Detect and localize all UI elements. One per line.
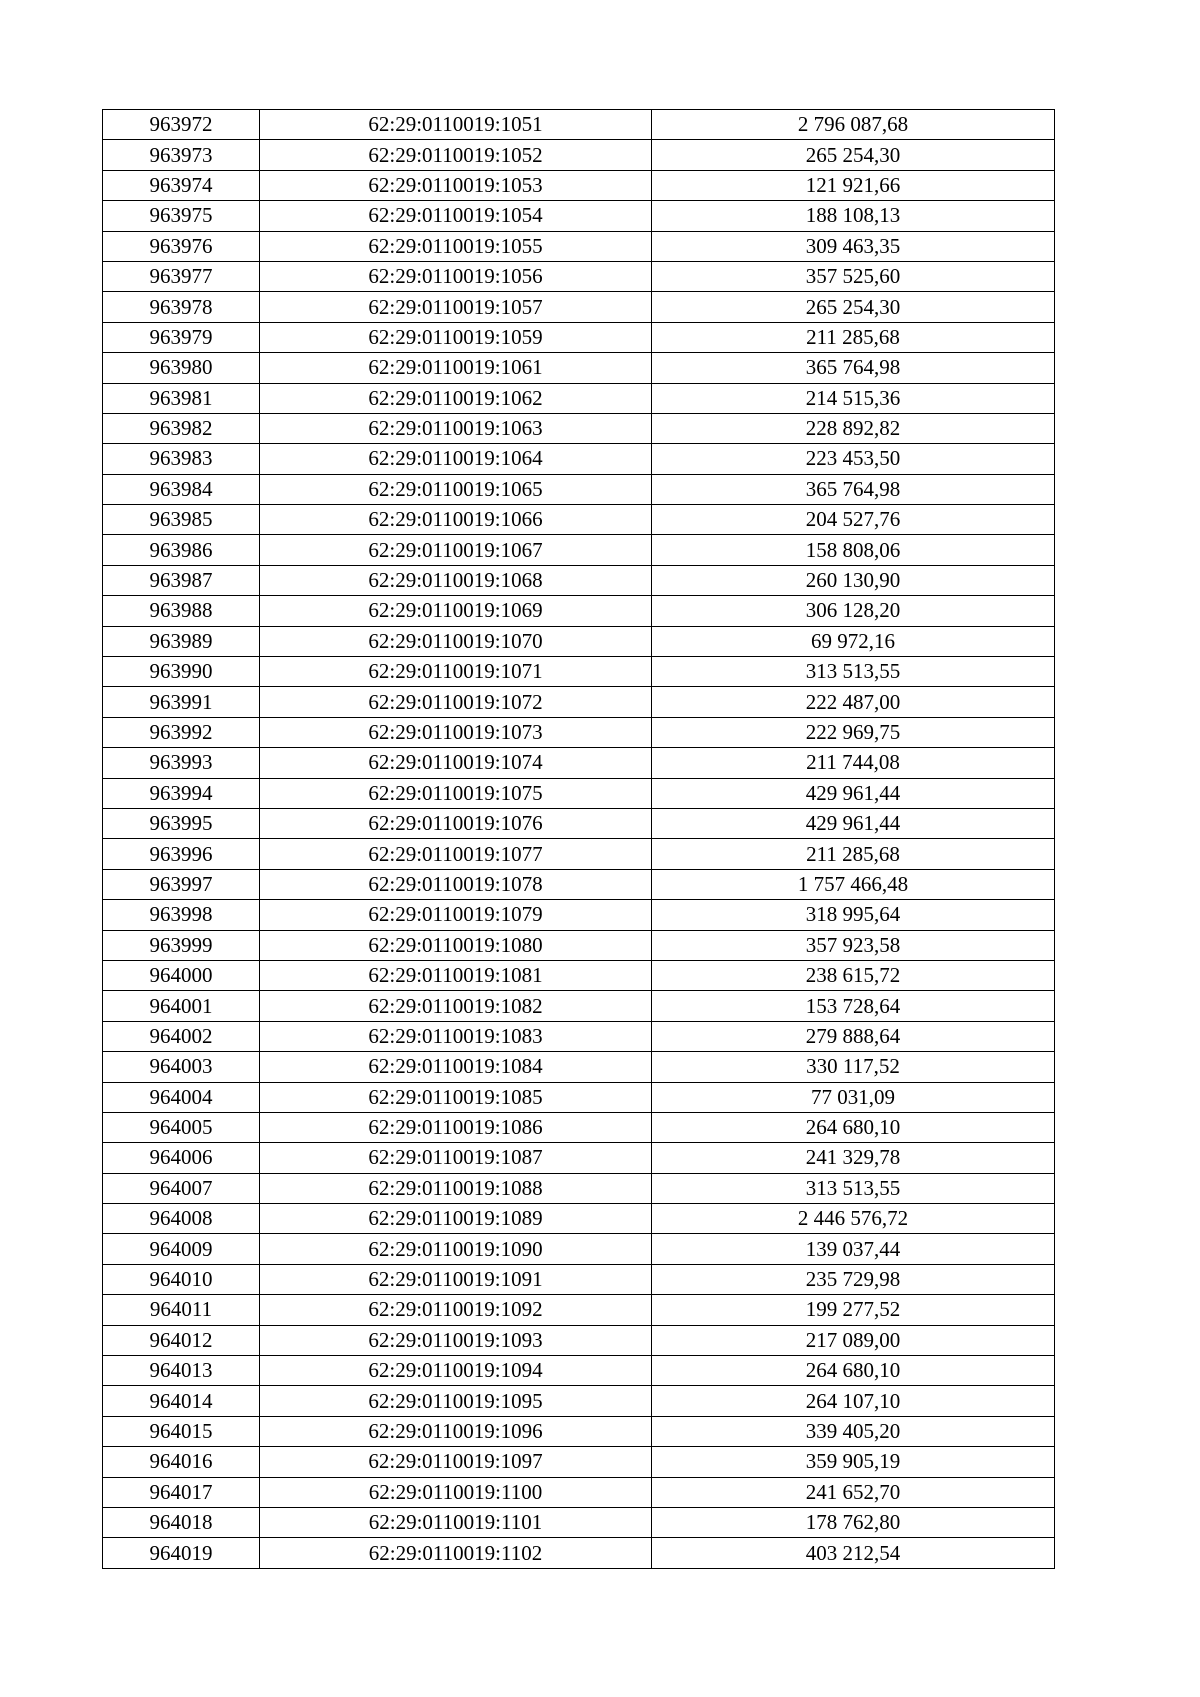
row-number-cell: 964006 bbox=[103, 1143, 260, 1173]
cadastral-value-cell: 217 089,00 bbox=[652, 1325, 1055, 1355]
row-number-cell: 963993 bbox=[103, 748, 260, 778]
row-number-cell: 964015 bbox=[103, 1416, 260, 1446]
cadastral-number-cell: 62:29:0110019:1053 bbox=[260, 170, 652, 200]
cadastral-number-cell: 62:29:0110019:1074 bbox=[260, 748, 652, 778]
table-row bbox=[103, 535, 1055, 565]
cadastral-number-cell: 62:29:0110019:1073 bbox=[260, 717, 652, 747]
cadastral-number-cell: 62:29:0110019:1064 bbox=[260, 444, 652, 474]
cadastral-number-cell: 62:29:0110019:1061 bbox=[260, 353, 652, 383]
table-row bbox=[103, 383, 1055, 413]
table-row bbox=[103, 596, 1055, 626]
cadastral-number-cell: 62:29:0110019:1075 bbox=[260, 778, 652, 808]
cadastral-value-cell: 188 108,13 bbox=[652, 201, 1055, 231]
cadastral-number-cell: 62:29:0110019:1052 bbox=[260, 140, 652, 170]
row-number-cell: 964005 bbox=[103, 1112, 260, 1142]
table-row bbox=[103, 474, 1055, 504]
cadastral-value-cell: 238 615,72 bbox=[652, 960, 1055, 990]
table-row bbox=[103, 1507, 1055, 1537]
cadastral-value-cell: 1 757 466,48 bbox=[652, 869, 1055, 899]
table-row bbox=[103, 1052, 1055, 1082]
row-number-cell: 963994 bbox=[103, 778, 260, 808]
cadastral-value-cell: 313 513,55 bbox=[652, 657, 1055, 687]
row-number-cell: 963978 bbox=[103, 292, 260, 322]
cadastral-value-cell: 228 892,82 bbox=[652, 413, 1055, 443]
table-row bbox=[103, 626, 1055, 656]
row-number-cell: 963973 bbox=[103, 140, 260, 170]
table-row bbox=[103, 505, 1055, 535]
cadastral-value-cell: 153 728,64 bbox=[652, 991, 1055, 1021]
row-number-cell: 963990 bbox=[103, 657, 260, 687]
row-number-cell: 964016 bbox=[103, 1447, 260, 1477]
table-row bbox=[103, 960, 1055, 990]
cadastral-value-cell: 330 117,52 bbox=[652, 1052, 1055, 1082]
cadastral-value-cell: 199 277,52 bbox=[652, 1295, 1055, 1325]
table-row bbox=[103, 1325, 1055, 1355]
cadastral-value-cell: 318 995,64 bbox=[652, 900, 1055, 930]
table-row bbox=[103, 717, 1055, 747]
cadastral-number-cell: 62:29:0110019:1094 bbox=[260, 1356, 652, 1386]
cadastral-value-cell: 313 513,55 bbox=[652, 1173, 1055, 1203]
cadastral-number-cell: 62:29:0110019:1057 bbox=[260, 292, 652, 322]
table-row bbox=[103, 778, 1055, 808]
table-row bbox=[103, 1416, 1055, 1446]
row-number-cell: 964017 bbox=[103, 1477, 260, 1507]
cadastral-number-cell: 62:29:0110019:1084 bbox=[260, 1052, 652, 1082]
row-number-cell: 963984 bbox=[103, 474, 260, 504]
cadastral-value-cell: 359 905,19 bbox=[652, 1447, 1055, 1477]
cadastral-value-cell: 279 888,64 bbox=[652, 1021, 1055, 1051]
row-number-cell: 963992 bbox=[103, 717, 260, 747]
table-row bbox=[103, 140, 1055, 170]
row-number-cell: 964003 bbox=[103, 1052, 260, 1082]
cadastral-number-cell: 62:29:0110019:1067 bbox=[260, 535, 652, 565]
table-row bbox=[103, 930, 1055, 960]
cadastral-number-cell: 62:29:0110019:1068 bbox=[260, 565, 652, 595]
row-number-cell: 964007 bbox=[103, 1173, 260, 1203]
row-number-cell: 963977 bbox=[103, 261, 260, 291]
table-row bbox=[103, 1477, 1055, 1507]
row-number-cell: 963974 bbox=[103, 170, 260, 200]
table-row bbox=[103, 1204, 1055, 1234]
row-number-cell: 963998 bbox=[103, 900, 260, 930]
cadastral-number-cell: 62:29:0110019:1078 bbox=[260, 869, 652, 899]
cadastral-number-cell: 62:29:0110019:1054 bbox=[260, 201, 652, 231]
row-number-cell: 964004 bbox=[103, 1082, 260, 1112]
table-row bbox=[103, 869, 1055, 899]
table-row bbox=[103, 1295, 1055, 1325]
cadastral-number-cell: 62:29:0110019:1077 bbox=[260, 839, 652, 869]
row-number-cell: 964013 bbox=[103, 1356, 260, 1386]
cadastral-value-cell: 260 130,90 bbox=[652, 565, 1055, 595]
cadastral-value-cell: 429 961,44 bbox=[652, 778, 1055, 808]
row-number-cell: 963996 bbox=[103, 839, 260, 869]
cadastral-value-cell: 235 729,98 bbox=[652, 1264, 1055, 1294]
table-body bbox=[103, 110, 1055, 1569]
table-row bbox=[103, 201, 1055, 231]
table-row bbox=[103, 565, 1055, 595]
table-row bbox=[103, 687, 1055, 717]
row-number-cell: 964009 bbox=[103, 1234, 260, 1264]
row-number-cell: 964010 bbox=[103, 1264, 260, 1294]
cadastral-value-cell: 241 652,70 bbox=[652, 1477, 1055, 1507]
cadastral-number-cell: 62:29:0110019:1083 bbox=[260, 1021, 652, 1051]
cadastral-value-cell: 2 796 087,68 bbox=[652, 110, 1055, 140]
table-row bbox=[103, 444, 1055, 474]
cadastral-number-cell: 62:29:0110019:1095 bbox=[260, 1386, 652, 1416]
cadastral-value-cell: 403 212,54 bbox=[652, 1538, 1055, 1568]
cadastral-number-cell: 62:29:0110019:1066 bbox=[260, 505, 652, 535]
cadastral-number-cell: 62:29:0110019:1055 bbox=[260, 231, 652, 261]
cadastral-number-cell: 62:29:0110019:1097 bbox=[260, 1447, 652, 1477]
cadastral-number-cell: 62:29:0110019:1072 bbox=[260, 687, 652, 717]
table-row bbox=[103, 657, 1055, 687]
row-number-cell: 963982 bbox=[103, 413, 260, 443]
row-number-cell: 963972 bbox=[103, 110, 260, 140]
cadastral-value-cell: 158 808,06 bbox=[652, 535, 1055, 565]
cadastral-value-cell: 69 972,16 bbox=[652, 626, 1055, 656]
table-row bbox=[103, 991, 1055, 1021]
table-row bbox=[103, 1173, 1055, 1203]
table-row bbox=[103, 1234, 1055, 1264]
cadastral-value-cell: 178 762,80 bbox=[652, 1507, 1055, 1537]
row-number-cell: 964019 bbox=[103, 1538, 260, 1568]
table-row bbox=[103, 748, 1055, 778]
row-number-cell: 963988 bbox=[103, 596, 260, 626]
table-row bbox=[103, 839, 1055, 869]
cadastral-value-cell: 211 744,08 bbox=[652, 748, 1055, 778]
cadastral-value-cell: 357 525,60 bbox=[652, 261, 1055, 291]
cadastral-value-cell: 214 515,36 bbox=[652, 383, 1055, 413]
cadastral-number-cell: 62:29:0110019:1065 bbox=[260, 474, 652, 504]
cadastral-number-cell: 62:29:0110019:1051 bbox=[260, 110, 652, 140]
table-row bbox=[103, 353, 1055, 383]
row-number-cell: 963997 bbox=[103, 869, 260, 899]
table-row bbox=[103, 1538, 1055, 1568]
cadastral-value-cell: 264 680,10 bbox=[652, 1112, 1055, 1142]
cadastral-number-cell: 62:29:0110019:1089 bbox=[260, 1204, 652, 1234]
cadastral-number-cell: 62:29:0110019:1059 bbox=[260, 322, 652, 352]
table-row bbox=[103, 900, 1055, 930]
cadastral-value-cell: 306 128,20 bbox=[652, 596, 1055, 626]
row-number-cell: 964012 bbox=[103, 1325, 260, 1355]
table-row bbox=[103, 808, 1055, 838]
cadastral-number-cell: 62:29:0110019:1100 bbox=[260, 1477, 652, 1507]
cadastral-value-cell: 365 764,98 bbox=[652, 353, 1055, 383]
cadastral-value-cell: 309 463,35 bbox=[652, 231, 1055, 261]
row-number-cell: 964001 bbox=[103, 991, 260, 1021]
cadastral-number-cell: 62:29:0110019:1101 bbox=[260, 1507, 652, 1537]
row-number-cell: 963986 bbox=[103, 535, 260, 565]
cadastral-value-cell: 222 487,00 bbox=[652, 687, 1055, 717]
cadastral-value-cell: 241 329,78 bbox=[652, 1143, 1055, 1173]
cadastral-number-cell: 62:29:0110019:1056 bbox=[260, 261, 652, 291]
cadastral-value-cell: 429 961,44 bbox=[652, 808, 1055, 838]
table-row bbox=[103, 1447, 1055, 1477]
table-row bbox=[103, 292, 1055, 322]
cadastral-value-cell: 365 764,98 bbox=[652, 474, 1055, 504]
row-number-cell: 964014 bbox=[103, 1386, 260, 1416]
row-number-cell: 963987 bbox=[103, 565, 260, 595]
row-number-cell: 964018 bbox=[103, 1507, 260, 1537]
cadastral-value-table bbox=[102, 109, 1055, 1569]
cadastral-number-cell: 62:29:0110019:1081 bbox=[260, 960, 652, 990]
cadastral-number-cell: 62:29:0110019:1079 bbox=[260, 900, 652, 930]
cadastral-number-cell: 62:29:0110019:1090 bbox=[260, 1234, 652, 1264]
row-number-cell: 963989 bbox=[103, 626, 260, 656]
table-row bbox=[103, 1264, 1055, 1294]
cadastral-value-cell: 77 031,09 bbox=[652, 1082, 1055, 1112]
cadastral-value-cell: 339 405,20 bbox=[652, 1416, 1055, 1446]
cadastral-number-cell: 62:29:0110019:1076 bbox=[260, 808, 652, 838]
row-number-cell: 963976 bbox=[103, 231, 260, 261]
cadastral-number-cell: 62:29:0110019:1063 bbox=[260, 413, 652, 443]
cadastral-number-cell: 62:29:0110019:1087 bbox=[260, 1143, 652, 1173]
table-row bbox=[103, 413, 1055, 443]
row-number-cell: 964000 bbox=[103, 960, 260, 990]
cadastral-number-cell: 62:29:0110019:1080 bbox=[260, 930, 652, 960]
row-number-cell: 963995 bbox=[103, 808, 260, 838]
table-row bbox=[103, 110, 1055, 140]
cadastral-number-cell: 62:29:0110019:1085 bbox=[260, 1082, 652, 1112]
cadastral-number-cell: 62:29:0110019:1091 bbox=[260, 1264, 652, 1294]
cadastral-number-cell: 62:29:0110019:1086 bbox=[260, 1112, 652, 1142]
row-number-cell: 963975 bbox=[103, 201, 260, 231]
cadastral-number-cell: 62:29:0110019:1062 bbox=[260, 383, 652, 413]
row-number-cell: 963985 bbox=[103, 505, 260, 535]
row-number-cell: 963983 bbox=[103, 444, 260, 474]
cadastral-number-cell: 62:29:0110019:1088 bbox=[260, 1173, 652, 1203]
cadastral-value-cell: 264 680,10 bbox=[652, 1356, 1055, 1386]
cadastral-value-cell: 2 446 576,72 bbox=[652, 1204, 1055, 1234]
cadastral-number-cell: 62:29:0110019:1070 bbox=[260, 626, 652, 656]
cadastral-number-cell: 62:29:0110019:1096 bbox=[260, 1416, 652, 1446]
cadastral-value-cell: 357 923,58 bbox=[652, 930, 1055, 960]
cadastral-value-cell: 265 254,30 bbox=[652, 292, 1055, 322]
table-row bbox=[103, 231, 1055, 261]
cadastral-number-cell: 62:29:0110019:1093 bbox=[260, 1325, 652, 1355]
cadastral-value-cell: 264 107,10 bbox=[652, 1386, 1055, 1416]
table-row bbox=[103, 1021, 1055, 1051]
row-number-cell: 964008 bbox=[103, 1204, 260, 1234]
row-number-cell: 963981 bbox=[103, 383, 260, 413]
cadastral-value-cell: 222 969,75 bbox=[652, 717, 1055, 747]
row-number-cell: 963979 bbox=[103, 322, 260, 352]
cadastral-number-cell: 62:29:0110019:1092 bbox=[260, 1295, 652, 1325]
cadastral-number-cell: 62:29:0110019:1069 bbox=[260, 596, 652, 626]
row-number-cell: 964011 bbox=[103, 1295, 260, 1325]
cadastral-value-cell: 211 285,68 bbox=[652, 839, 1055, 869]
cadastral-value-cell: 265 254,30 bbox=[652, 140, 1055, 170]
table-row bbox=[103, 322, 1055, 352]
table-row bbox=[103, 170, 1055, 200]
row-number-cell: 964002 bbox=[103, 1021, 260, 1051]
table-row bbox=[103, 1386, 1055, 1416]
table-row bbox=[103, 1082, 1055, 1112]
cadastral-number-cell: 62:29:0110019:1082 bbox=[260, 991, 652, 1021]
table-row bbox=[103, 1356, 1055, 1386]
table-row bbox=[103, 1112, 1055, 1142]
cadastral-value-cell: 139 037,44 bbox=[652, 1234, 1055, 1264]
cadastral-value-cell: 211 285,68 bbox=[652, 322, 1055, 352]
row-number-cell: 963999 bbox=[103, 930, 260, 960]
row-number-cell: 963991 bbox=[103, 687, 260, 717]
row-number-cell: 963980 bbox=[103, 353, 260, 383]
table-row bbox=[103, 261, 1055, 291]
cadastral-number-cell: 62:29:0110019:1102 bbox=[260, 1538, 652, 1568]
cadastral-value-cell: 223 453,50 bbox=[652, 444, 1055, 474]
cadastral-value-cell: 204 527,76 bbox=[652, 505, 1055, 535]
cadastral-value-cell: 121 921,66 bbox=[652, 170, 1055, 200]
cadastral-number-cell: 62:29:0110019:1071 bbox=[260, 657, 652, 687]
table-row bbox=[103, 1143, 1055, 1173]
